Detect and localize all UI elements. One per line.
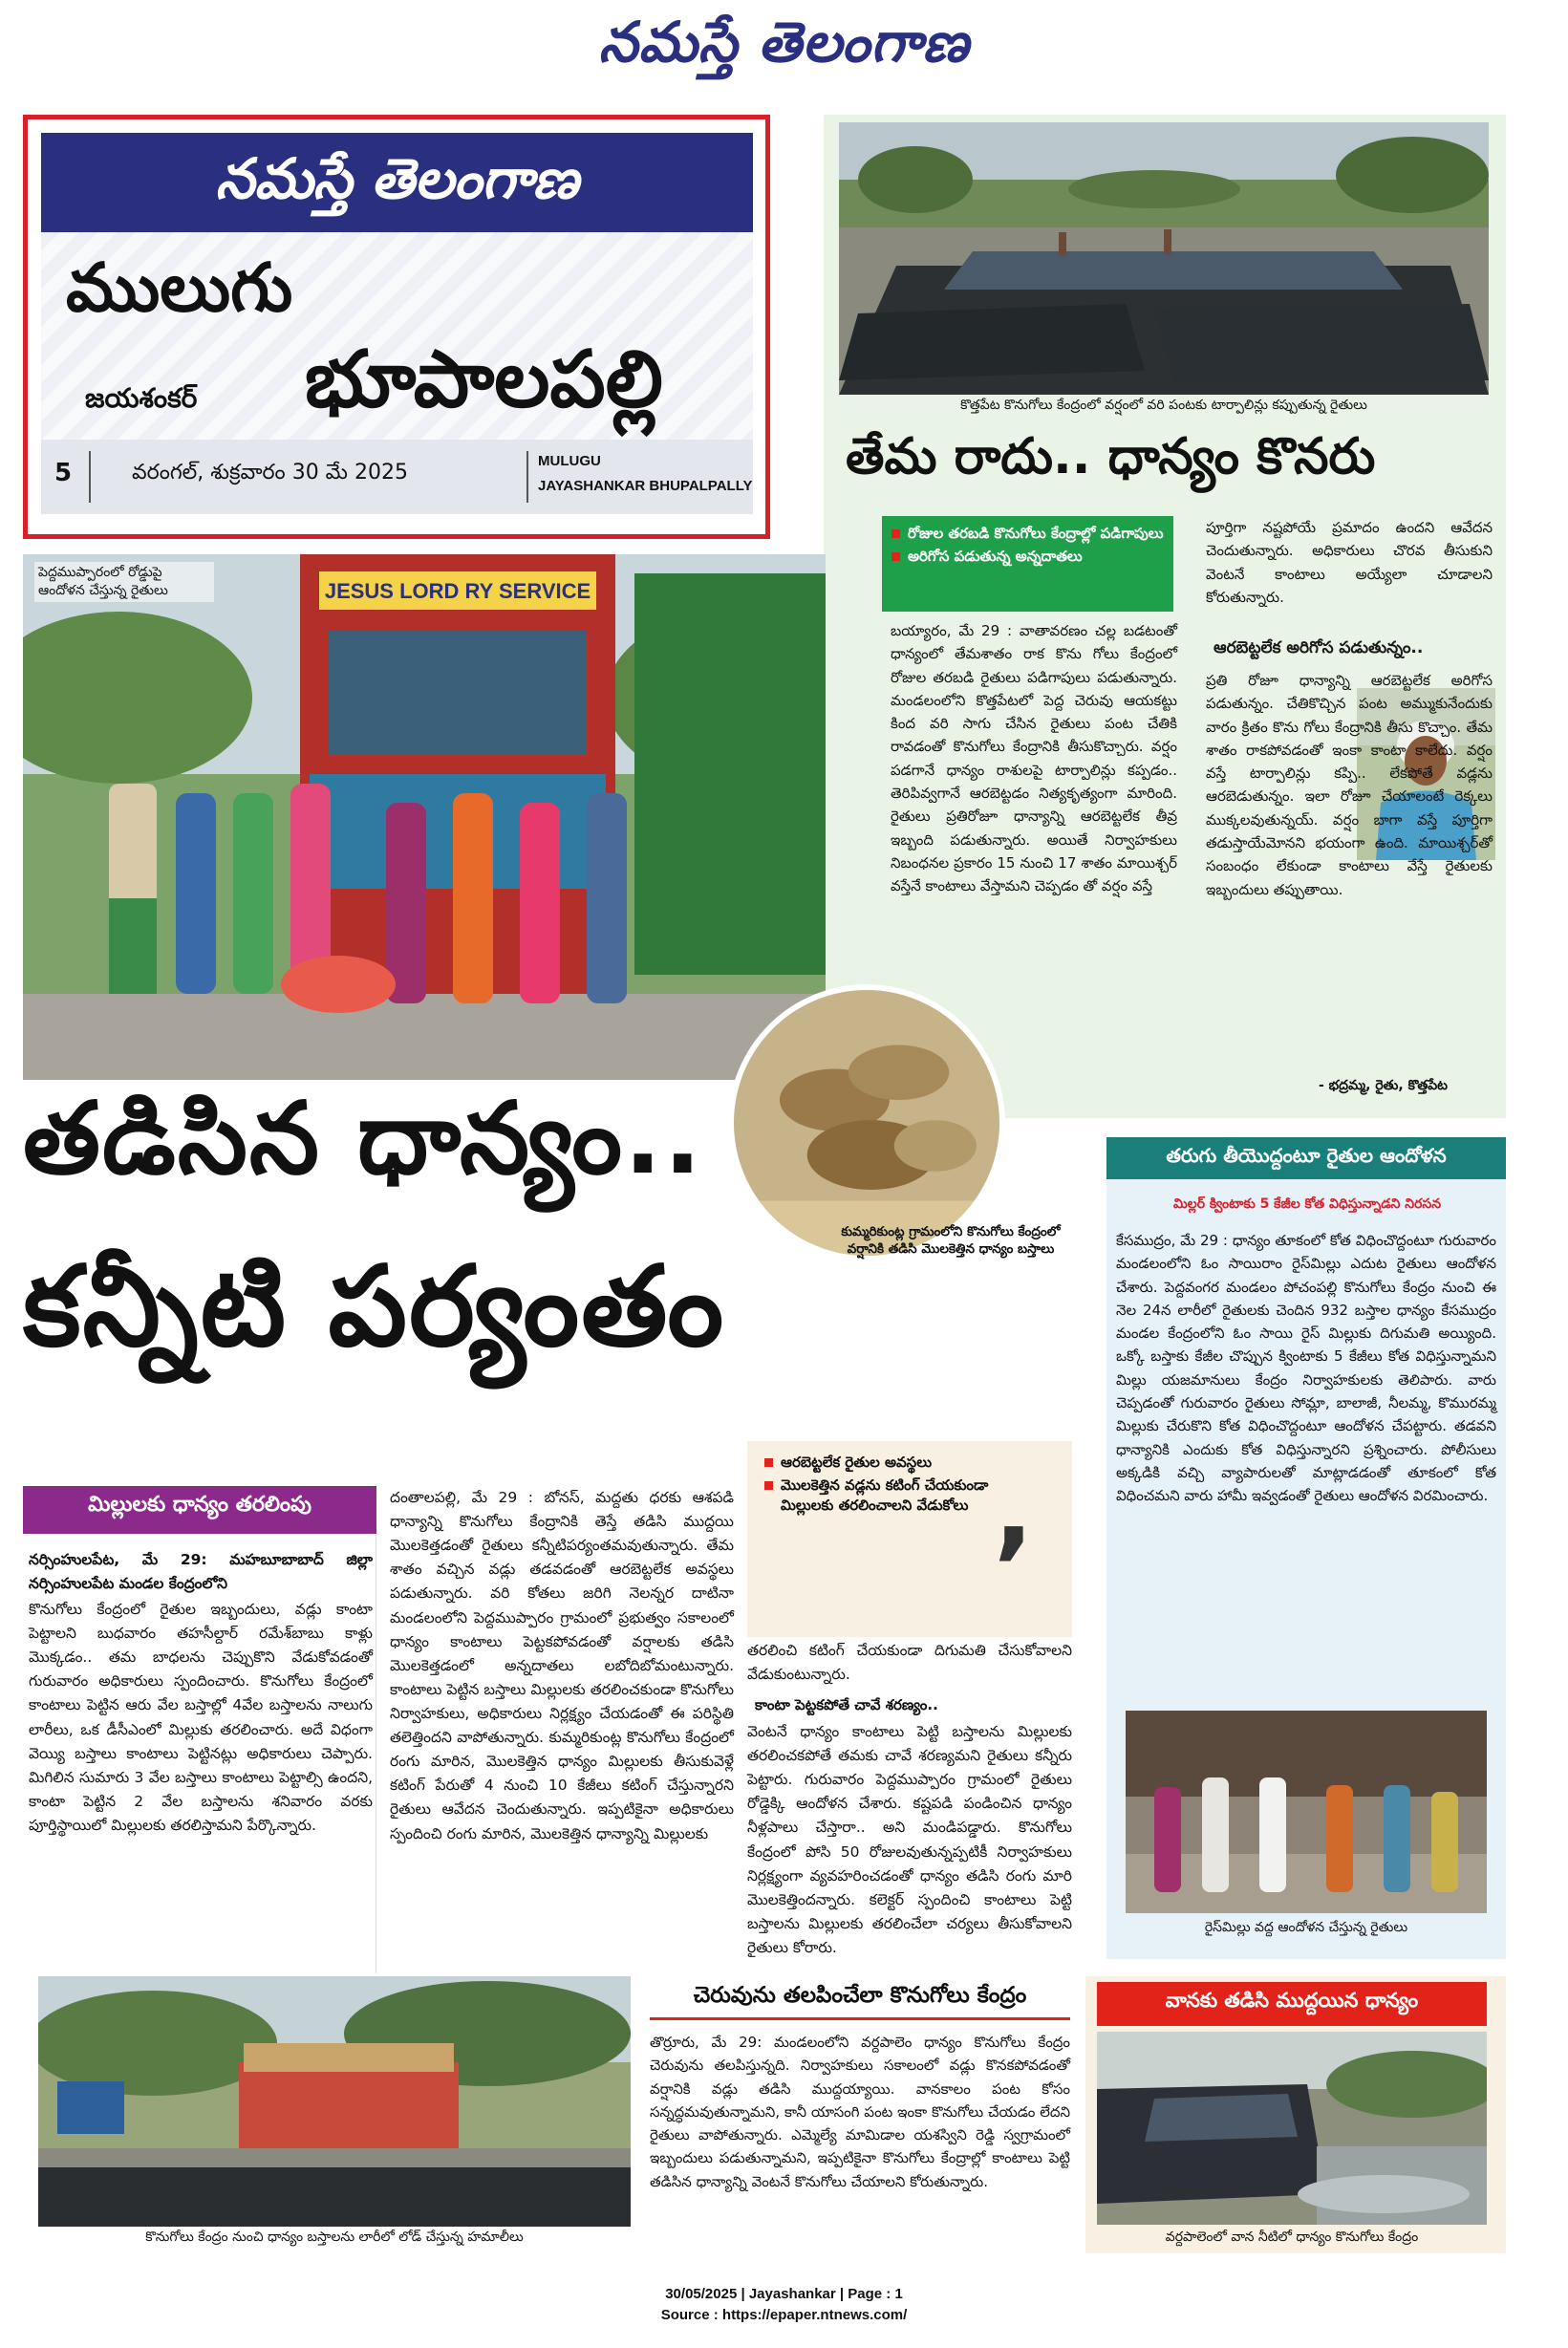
edition-page-number: 5: [54, 459, 73, 487]
headline-kothapeta: తేమ రాదు.. ధాన్యం కొనరు: [846, 428, 1376, 485]
footer-source-link[interactable]: Source : https://epaper.ntnews.com/: [660, 2307, 908, 2323]
edition-dateline: వరంగల్, శుక్రవారం 30 మే 2025: [132, 461, 408, 485]
edition-district-2-prefix: జయశంకర్: [85, 382, 198, 414]
tag-narsimhulapet: మిల్లులకు ధాన్యం తరలింపు: [23, 1486, 376, 1534]
edition-box: [23, 115, 770, 539]
thorrur-body: తొర్రూరు, మే 29: మండలంలోని వర్దపాలెం ధాన్యం కొనుగోలు కేంద్రం చెరువును తలపిస్తున్నది. నిర్వాహకులు సకాలంలో వడ్లు కొనకపోవడంతో వర్షానికి వడ్లు తడిసి ముద్దయ్యాయి. వానకాలం పంట కోసం సన్నద్ధమవుతున్నామని, కానీ యాసంగి పంట ఇంకా కొనుగోలు చేయడం లేదని రైతులు వాపోతున్నారు. ఎమ్మెల్యే మామిడాల యశస్విని రెడ్డి స్వగ్రామంలో ఇబ్బందులు పడుతున్నామని, ఇప్పటికైనా కొనుగోలు కేంద్రాల్లో కాంటాలు పెట్టి తడిసిన ధాన్యాన్ని వెంటనే కొనుగోలు చేయాలని కోరుతున్నారు.: [650, 2034, 1070, 2190]
main-story-subhead: కాంటా పెట్టకపోతే చావే శరణ్యం..: [755, 1696, 938, 1713]
main-story-col2-b: వెంటనే ధాన్యం కాంటాలు పెట్టి బస్తాలను మిల్లులకు తరలించకపోతే తమకు చావే శరణ్యమని రైతులు కన్నీరు పెట్టారు. గురువారం పెద్దముప్పారం గ్రామంలో రైతులు రోడ్డెక్కి ఆందోళన చేశారు. కష్టపడి పండించిన ధాన్యం నీళ్లపాలు చేస్తారా.. అని మండిపడ్డారు. కొనుగోలు కేంద్రంలో పోసి 50 రోజులవుతున్నప్పటికీ నిర్వాహకులు నిర్లక్ష్యంగా వ్యవహరించడంతో ధాన్యం తడిసి రంగు మారి మొలకెత్తిందన్నారు. కలెక్టర్ స్పందించి కాంటాలు పెట్టి బస్తాలను మిల్లులకు తరలించేలా చర్యలు తీసుకోవాలని రైతులు కోరారు.: [747, 1723, 1072, 1956]
tag-vardapalem: వానకు తడిసి ముద్దయిన ధాన్యం: [1097, 1982, 1487, 2026]
main-story-col1: దంతాలపల్లి, మే 29 : బోనస్, మద్దతు ధరకు ఆశపడి ధాన్యాన్ని కొనుగోలు కేంద్రానికి తెస్తే తడిసి ముద్దయి మొలకెత్తడంతో రైతులు కన్నీటిపర్యంతమవుతున్నారు. తేమ శాతం వచ్చిన వడ్లు తడవడంతో ఆరబెట్టలేక అవస్థలు పడుతున్నారు. వరి కోతలు జరిగి నెలన్నర దాటినా మండలంలోని పెద్దముప్పారం గ్రామంలో ప్రభుత్వం సకాలంలో ధాన్యం కాంటాలు పెట్టకపోవడంతో వర్షాలకు తడిసి మొలకెత్తడంలో అన్నదాతలు లబోదిబోమంటున్నారు. కాంటాలు పెట్టిన బస్తాలు మిల్లులకు తరలించకుండా కొనుగోలు నిర్వాహకులు, అధికారులు నిర్లక్ష్యం చేయడంతో ఈ పరిస్థితి తలెత్తిందని వాపోతున్నారు. కుమ్మరికుంట్ల కొనుగోలు కేంద్రంలో రంగు మారిన, మొలకెత్తిన ధాన్యం మిల్లులకు తీసుకువెళ్లే కటింగ్ పేరుతో 4 నుంచి 10 కేజీలు కటింగ్ చేస్తున్నారని రైతులు ఆవేదన చెందుతున్నారు. ఇప్పటికైనా అధికారులు స్పందించి రంగు మారిన, మొలకెత్తిన ధాన్యాన్ని మిల్లులకు: [390, 1489, 734, 1842]
edition-district-1: ములుగు: [66, 248, 293, 327]
masthead-title: నమస్తే తెలంగాణ: [598, 10, 970, 75]
photo-farmers-protest: [23, 554, 826, 1080]
kicker-kesamudram: మిల్లర్ క్వింటాకు 5 కేజీల కోత విధిస్తున్నాడని నిరసన: [1172, 1196, 1442, 1212]
photo-tarpaulin-field: [839, 122, 1489, 395]
photo-caption-protest: పెద్దముప్పారంలో రోడ్డుపై ఆందోళన చేస్తున్న రైతులు: [34, 562, 214, 602]
photo-caption-sprouted: కుమ్మరికుంట్ల గ్రామంలోని కొనుగోలు కేంద్రంలో వర్షానికి తడిసి మొలకెత్తిన ధాన్యం బస్తాలు: [841, 1224, 1061, 1258]
photo-sprouted-grain-bags: [728, 984, 1005, 1261]
masthead: [0, 0, 1568, 96]
kothapeta-col2-quote: ప్రతి రోజూ ధాన్యాన్ని ఆరబెట్టలేక అరిగోస పడుతున్నం. చేతికొచ్చిన పంట అమ్ముకునేందుకు వారం క్రితం కొను గోలు కేంద్రానికి తీసు కొచ్చాం. తేమ శాతం రాకపోవడంతో ఇంకా కాంటా కాలేదు. వర్షం వస్తే టార్పాలిన్లు కప్పి.. లేకపోతే వడ్లను ఆరబెడుతున్నం. ఇలా రోజూ చేయాలంటే రెక్కలు ముక్కలవుతున్నయ్. వర్షం బాగా వస్తే పూర్తిగా తడుస్తాయేమోనని భయంగా ఉంది. మాయిశ్చర్‌తో సంబంధం లేకుండా కాంటాలు వేస్తే రైతులకు ఇబ్బందులు తప్పుతాయి.: [1206, 672, 1493, 898]
narsimhulapet-lead: నర్సింహులపేట, మే 29: మహబూబాబాద్ జిల్లా నర్సింహులపేట మండల కేంద్రంలోని: [29, 1551, 373, 1593]
kesamudram-body: కేసముద్రం, మే 29 : ధాన్యం తూకంలో కోత విధించొద్దంటూ గురువారం మండలంలోని ఓం సాయిరాం రైస్‌మిల్లు ఎదుట రైతులు ఆందోళన చేశారు. పెద్దవంగర మండలం పోచంపల్లి కొనుగోలు కేంద్రం నుంచి ఈ నెల 24న లారీలో రైతులకు చెందిన 932 బస్తాల ధాన్యం కేసముద్రం మండల కేంద్రంలోని ఓం సాయి రైస్ మిల్లుకు దిగుమతి అయ్యింది. ఒక్కో బస్తాకు కేజీల చొప్పున క్వింటాకు 5 కేజీలు కోత విధిస్తున్నామని మిల్లు యజమానులు కేంద్రం నిర్వాహకులకు తెలిపారు. వారు చెప్పడంతో గురువారం రైతులు సోమ్లా, బాలాజీ, నీలమ్మ, కొమురమ్మ మిల్లుకు చేరుకొని కోత విధించొద్దంటూ ఆందోళన చేపట్టారు. తడవని ధాన్యానికి ఎందుకు కోత విధిస్తున్నారని ప్రశ్నించారు. పోలీసులు అక్కడికి వచ్చి వ్యాపారులతో మాట్లాడడంతో తూకంలో కోత విధించమని వారు హామీ ఇవ్వడంతో రైతులు ఆందోళన విరమించారు.: [1116, 1232, 1496, 1505]
headline-thorrur: చెరువును తలపించేలా కొనుగోలు కేంద్రం: [650, 1983, 1070, 2020]
photo-caption-kothapeta: కొత్తపేట కొనుగోలు కేంద్రంలో వర్షంలో వరి పంటకు టార్పాలిన్లు కప్పుతున్న రైతులు: [960, 398, 1367, 413]
footer-line1: 30/05/2025 | Jayashankar | Page : 1: [665, 2286, 903, 2302]
photo-caption-vardapalem: వర్దపాలెంలో వాన నీటిలో ధాన్యం కొనుగోలు కేంద్రం: [1165, 2230, 1419, 2245]
edition-info-bar: [41, 440, 753, 514]
photo-caption-hamalis: కొనుగోలు కేంద్రం నుంచి ధాన్యం బస్తాలను లారీలో లోడ్ చేస్తున్న హమాలీలు: [145, 2230, 524, 2245]
edition-name-en-1: MULUGU: [538, 453, 601, 469]
kothapeta-col2-top: పూర్తిగా నష్టపోయే ప్రమాదం ఉందని ఆవేదన చెందుతున్నారు. అధికారులు చొరవ తీసుకుని వెంటనే కాంటాలు అయ్యేలా చూడాలని కోరుతున్నారు.: [1206, 519, 1493, 606]
tag-kesamudram: తరుగు తీయొద్దంటూ రైతుల ఆందోళన: [1106, 1137, 1506, 1179]
edition-paper-name: నమస్తే తెలంగాణ: [215, 146, 579, 211]
edition-name-en-2: JAYASHANKAR BHUPALPALLY: [538, 478, 753, 494]
photo-hamalis-loading: [38, 1976, 631, 2227]
photo-vardapalem-flooded: [1097, 2032, 1487, 2225]
bullets-kothapeta: [882, 516, 1173, 612]
kothapeta-subhead: ఆరబెట్టలేక అరిగోస పడుతున్నం..: [1214, 638, 1424, 657]
main-headline-line2: కన్నీటి పర్యంతం: [23, 1242, 726, 1371]
truck-sign-text: JESUS LORD RY SERVICE: [324, 579, 591, 603]
narsimhulapet-body: కొనుగోలు కేంద్రంలో రైతుల ఇబ్బందులు, వడ్లు కాంటా పెట్టాలని బుధవారం తహసీల్దార్ రమేశ్‌బాబు కాళ్లు మొక్కడం.. తమ బాధలను చెప్పుకొని వేడుకోవడంతో గురువారం అధికారులు స్పందించారు. కొనుగోలు కేంద్రంలో కాంటాలు పెట్టిన ఆరు వేల బస్తాల్లో 4వేల బస్తాలను నాలుగు లారీలు, ఒక డీసీఎంలో మిల్లుకు తరలించారు. అదే విధంగా వెయ్యి బస్తాలు కాంటాలు పెట్టినట్లు అధికారులు చెప్పారు. మిగిలిన సుమారు 3 వేల బస్తాలు కాంటాలు పెట్టాల్సి ఉందని, కాంటా పెట్టిన 2 వేల బస్తాలను శనివారం వరకు పూర్తిస్థాయిలో మిల్లులకు తరలిస్తామని పేర్కొన్నారు.: [29, 1601, 373, 1834]
bullet-kothapeta-2: అరిగోస పడుతున్న అన్నదాతలు: [908, 548, 1083, 566]
kothapeta-attribution: - భద్రమ్మ, రైతు, కొత్తపేట: [1319, 1078, 1448, 1093]
bullet-main-2: మొలకెత్తిన వడ్లను కటింగ్ చేయకుండా మిల్లులకు తరలించాలని వేడుకోలు: [781, 1476, 989, 1514]
main-story-col2-a: తరలించి కటింగ్ చేయకుండా దిగుమతి చేసుకోవాలని వేడుకుంటున్నారు.: [747, 1642, 1072, 1684]
main-headline-line1: తడిసిన ధాన్యం..: [23, 1080, 703, 1196]
quote-mark: ,: [994, 1449, 1034, 1571]
photo-rice-mill-protest: [1126, 1711, 1487, 1913]
edition-district-2: భూపాలపల్లి: [305, 334, 663, 425]
photo-caption-rice-mill: రైస్‌మిల్లు వద్ద ఆందోళన చేస్తున్న రైతులు: [1204, 1920, 1408, 1935]
kothapeta-col1: బయ్యారం, మే 29 : వాతావరణం చల్ల బడటంతో ధాన్యంలో తేమశాతం రాక కొను గోలు కేంద్రంలో రోజుల తరబడి రైతులు పడిగాపులు పడుతున్నారు. మండలంలోని కొత్తపేటలో పెద్ద చెరువు ఆయకట్టు కింద వరి సాగు చేసిన రైతులు పంట చేతికి రావడంతో కొనుగోలు కేంద్రానికి తీసుకొచ్చారు. వర్షం పడగానే ధాన్యం రాశులపై టార్పాలిన్లు కప్పడం.. తెరిపివ్వగానే ఆరబెట్టడం నిత్యకృత్యంగా మారింది. రైతులు ప్రతిరోజూ ధాన్యాన్ని ఆరబెట్టలేక తీవ్ర ఇబ్బంది పడుతున్నారు. అయితే నిర్వాహకులు నిబంధనల ప్రకారం 15 నుంచి 17 శాతం మాయిశ్చర్ వస్తేనే కాంటాలు వేస్తామని చెప్పడం తో వర్షం వస్తే: [891, 622, 1177, 895]
edition-box-paper-band: [41, 133, 753, 232]
bullet-main-1: ఆరబెట్టలేక రైతుల అవస్థలు: [781, 1454, 933, 1471]
bullet-kothapeta-1: రోజుల తరబడి కొనుగోలు కేంద్రాల్లో పడిగాపులు: [908, 525, 1164, 542]
bullets-main: [755, 1445, 1003, 1626]
